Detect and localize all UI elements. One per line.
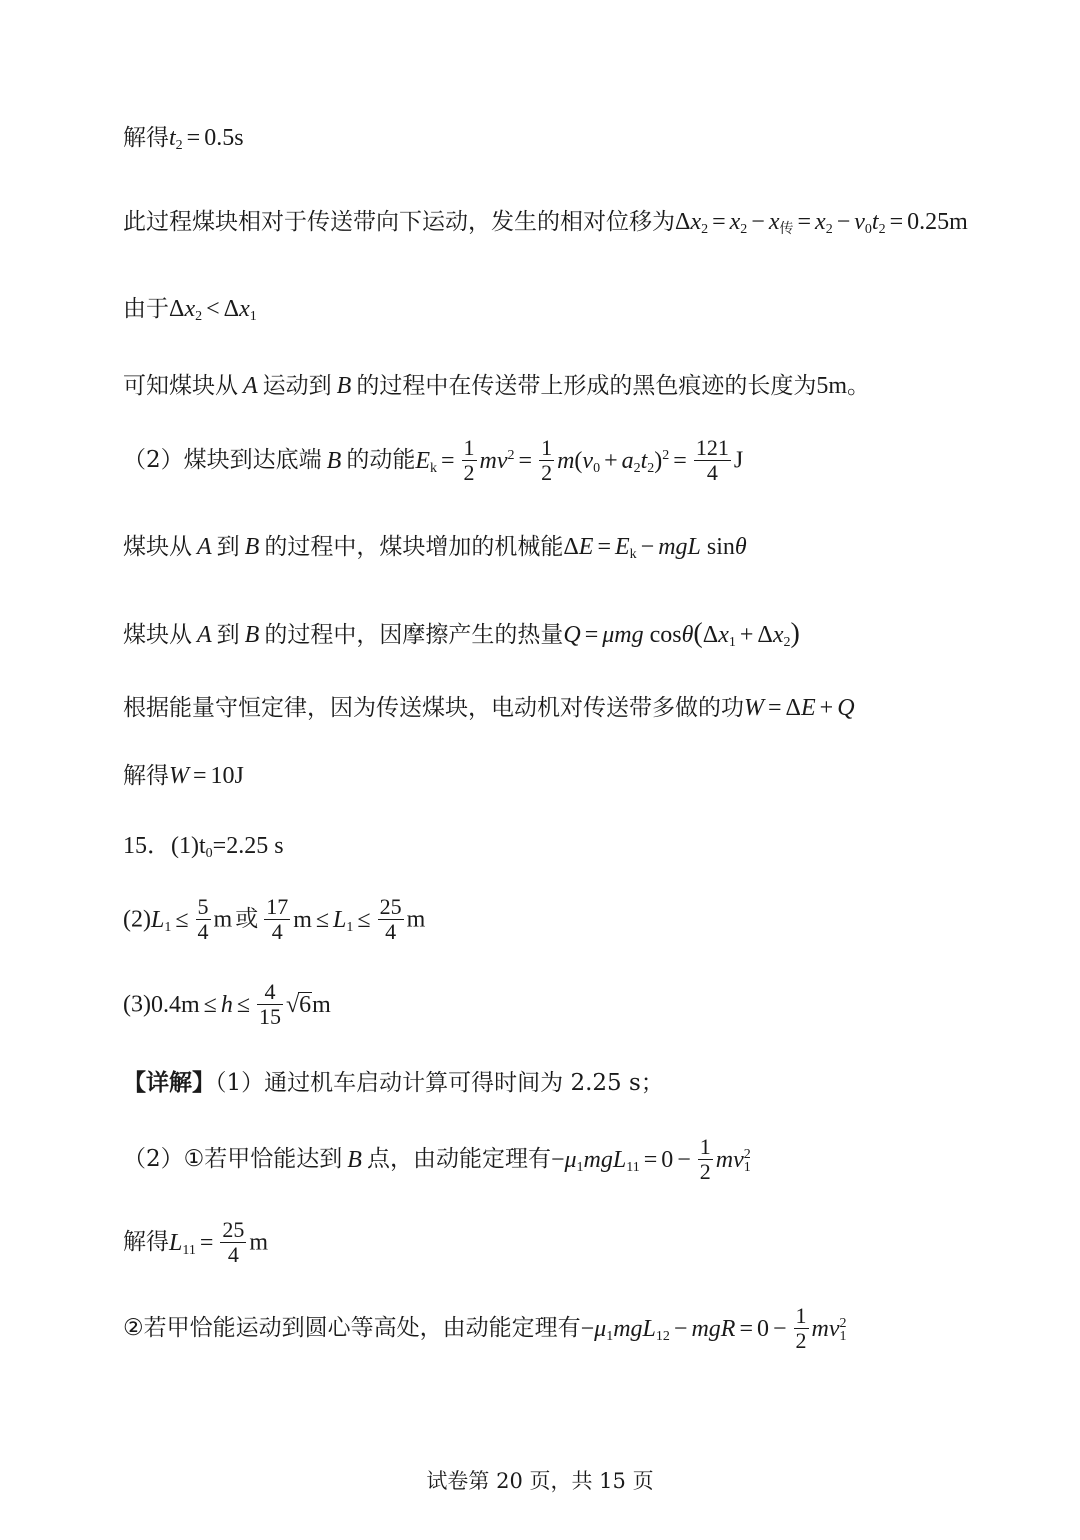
text: 的动能 (346, 447, 416, 473)
line-q15-part3: (3)0.4m ≤ h ≤ $\frac{4}{15}$ √6m (123, 979, 331, 1029)
unit: m (213, 906, 233, 933)
fraction-half: $\frac{1}{2}$ (463, 435, 475, 485)
numerator: 121 (695, 435, 729, 460)
point-a: A (243, 373, 258, 399)
text: 若甲恰能运动到圆心等高处，由动能定理有 (143, 1315, 581, 1341)
text: 。 (847, 373, 871, 399)
circle-number: ② (123, 1315, 144, 1341)
fraction-half: $\frac{1}{2}$ (541, 435, 553, 485)
point-a: A (197, 622, 212, 648)
text: 到 (216, 534, 240, 560)
value: 0.25m (907, 209, 968, 235)
circle-number: ① (183, 1146, 205, 1172)
line-case1: （2）①若甲恰能达到 B 点，由动能定理有$-\mu_1mgL_{11} = 0$ − $\frac{1}{2}$ $mv_1^2$ (123, 1134, 751, 1184)
unit: J (733, 447, 744, 474)
fraction-ek (694, 436, 731, 485)
line-heat: 煤块从 A 到 B 的过程中，因摩擦产生的热量Q = μmg $\cos\theta(\Delta x_1 + \Delta x_2)$ (123, 618, 800, 650)
point-b: B (336, 373, 352, 399)
line-q15-part1 (123, 833, 284, 861)
fraction-half: $\frac{1}{2}$ (699, 1134, 711, 1184)
value: =2.25 s (212, 833, 284, 859)
line-compare: 由于$\Delta x_2 < \Delta x_1$ (123, 296, 257, 324)
text: 此过程煤块相对于传送带向下运动，发生的相对位移为 (123, 209, 675, 235)
detail-heading: 【详解】 (123, 1069, 215, 1096)
text: 可知煤块从 (123, 373, 238, 399)
text: 解得 (123, 125, 169, 151)
text: 根据能量守恒定律，因为传送煤块，电动机对传送带多做的功 (123, 695, 744, 721)
text: 的过程中，煤块增加的机械能 (264, 534, 564, 560)
text: 15．(1)t (123, 833, 206, 859)
line-case2: ②若甲恰能运动到圆心等高处，由动能定理有$-\mu_1mgL_{12}$ − mgR = 0 − $\frac{1}{2}$ $mv_1^2$ (123, 1303, 847, 1353)
text: 解得 (123, 1229, 169, 1255)
point-b: B (326, 447, 342, 474)
fraction: $\frac{5}{4}$ (197, 894, 209, 944)
line-kinetic-energy: （2）煤块到达底端 B 的动能$E_k$ = $\frac{1}{2}$ $mv^2$ = $\frac{1}{2}$ $m(v_0 + a_2t_2)^2$ = $\frac{121}{4}$ J (123, 435, 744, 485)
text: 的过程中在传送带上形成的黑色痕迹的长度为 (356, 373, 817, 399)
line-solve-l11: 解得$L_{11}$ = $\frac{25}{4}$ m (123, 1217, 269, 1267)
label: （2） (123, 1146, 184, 1172)
unit: m (406, 906, 426, 933)
label: (2) (123, 906, 151, 933)
line-relative-displacement: 此过程煤块相对于传送带向下运动，发生的相对位移为$\Delta x_2 = x_2 - x_传 = x_2 - v_0t_2 = 0.25m$ (123, 209, 968, 237)
line-mechanical-energy: 煤块从 A 到 B 的过程中，煤块增加的机械能$\Delta E = E_k$ − mgL sinθ (123, 534, 747, 562)
numerator: 4 (257, 980, 283, 1005)
text: 解得 (123, 763, 169, 789)
text: 到 (216, 622, 240, 648)
denominator: 4 (227, 1242, 239, 1267)
point-b: B (244, 534, 260, 560)
text: （1）通过机车启动计算可得时间为 2.25 s； (215, 1070, 664, 1096)
fraction-half: $\frac{1}{2}$ (795, 1303, 807, 1353)
unit: m (293, 906, 312, 933)
text: 若甲恰能达到 (204, 1146, 343, 1172)
point-a: A (197, 534, 212, 560)
sub-belt: 传 (779, 222, 794, 237)
line-solve-t2: 解得$t_2 = 0.5s$ (123, 125, 244, 153)
page-footer: 试卷第 20 页，共 15 页 (426, 1469, 654, 1493)
text: 的过程中，因摩擦产生的热量 (264, 622, 564, 648)
unit: m (312, 992, 331, 1018)
text: 点，由动能定理有 (366, 1146, 551, 1172)
text-or: 或 (235, 906, 259, 932)
fraction (257, 980, 283, 1029)
value: 5m (816, 373, 848, 399)
line-q15-part2: $(2)L_1$ ≤ $\frac{5}{4}$ m 或 $\frac{17}{4}$ $m \le L_1$ ≤ $\frac{25}{4}$ m (123, 894, 426, 944)
line-trace-length (123, 374, 870, 398)
unit: m (249, 1229, 269, 1256)
value: 0.5s (204, 125, 244, 151)
line-detail (123, 1071, 664, 1095)
point-b: B (347, 1146, 362, 1173)
fraction (220, 1218, 246, 1267)
label: (3) (123, 991, 151, 1018)
sub-k: k (429, 460, 437, 476)
numerator: 25 (222, 1217, 245, 1242)
point-b: B (244, 622, 260, 648)
radicand: 6 (299, 992, 312, 1018)
value: 10J (210, 763, 244, 789)
fraction: $\frac{17}{4}$ (266, 894, 289, 944)
value: 0.4m (150, 991, 200, 1018)
text: 由于 (123, 296, 169, 322)
fraction: $\frac{25}{4}$ (379, 894, 402, 944)
denominator: 15 (259, 1004, 281, 1029)
sub: 0 (205, 846, 213, 861)
line-solve-w: 解得W = 10J (123, 763, 244, 789)
denominator: 4 (706, 460, 718, 485)
text: （2）煤块到达底端 (123, 447, 322, 473)
line-energy-conservation: 根据能量守恒定律，因为传送煤块，电动机对传送带多做的功W = ΔE + Q (123, 695, 855, 721)
text: 煤块从 (123, 622, 192, 648)
text: 运动到 (262, 373, 332, 399)
text: 煤块从 (123, 534, 192, 560)
